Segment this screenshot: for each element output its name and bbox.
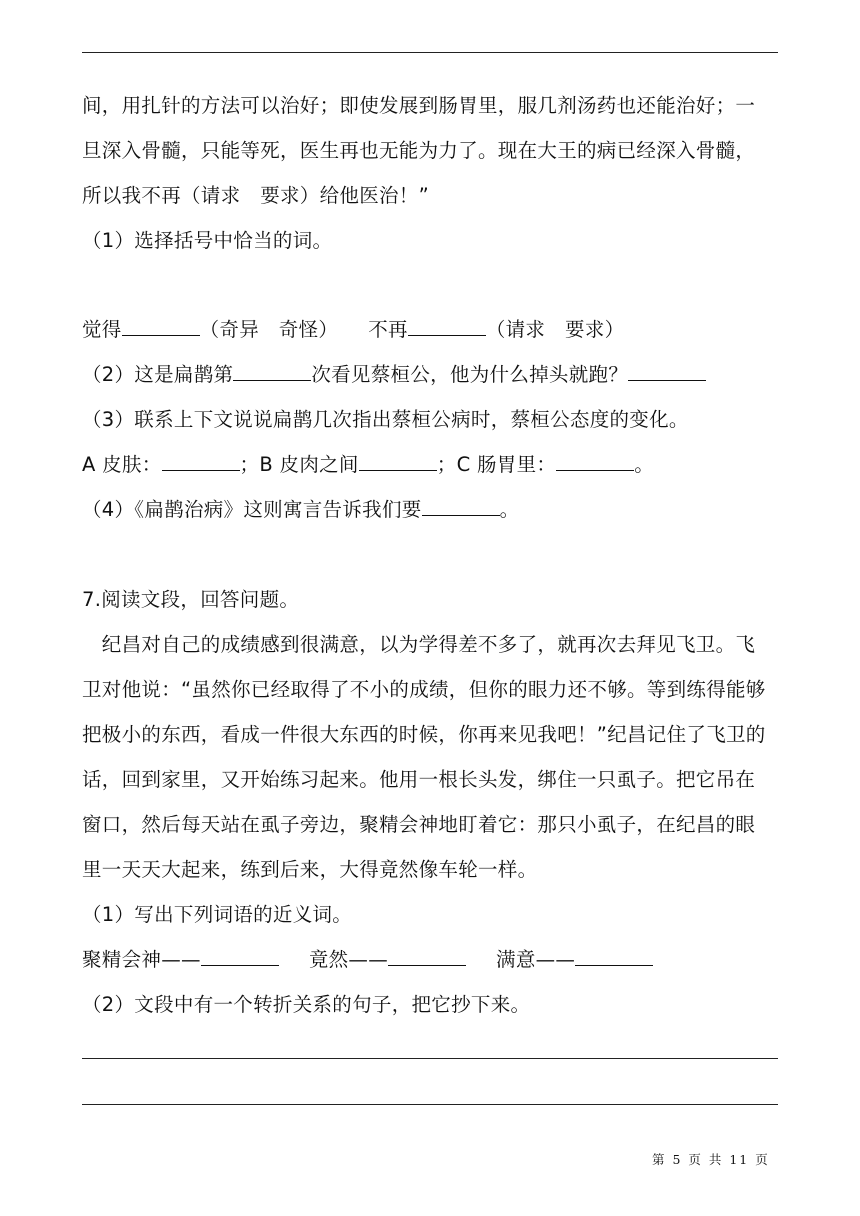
- passage-line: 纪昌对自己的成绩感到很满意，以为学得差不多了，就再次去拜见飞卫。飞: [82, 633, 756, 656]
- separator: ；: [239, 453, 260, 476]
- answer-blank[interactable]: [408, 317, 486, 336]
- question-text: （4）《扁鹊治病》这则寓言告诉我们要: [82, 498, 422, 521]
- passage-line: 话，回到家里，又开始练习起来。他用一根长头发，绑住一只虱子。把它吊在: [82, 768, 756, 791]
- q6-sub1: （1）选择括号中恰当的词。: [82, 229, 333, 252]
- answer-line[interactable]: [82, 1104, 778, 1105]
- question-text: 。: [499, 498, 520, 521]
- q6-sub2: [82, 361, 782, 389]
- word-label: 觉得: [82, 318, 122, 341]
- q6-sub3: （3）联系上下文说说扁鹊几次指出蔡桓公病时，蔡桓公态度的变化。: [82, 408, 689, 431]
- word-options: （请求 要求）: [485, 318, 625, 341]
- q7-sub1: （1）写出下列词语的近义词。: [82, 903, 353, 926]
- q6-sub4: [82, 496, 782, 524]
- answer-blank[interactable]: [388, 947, 466, 966]
- q6-sub3-answers: [82, 451, 782, 479]
- answer-blank[interactable]: [201, 947, 279, 966]
- word-label: 竟然——: [308, 948, 389, 971]
- passage-line: 窗口，然后每天站在虱子旁边，聚精会神地盯着它：那只小虱子，在纪昌的眼: [82, 813, 756, 836]
- header-rule: [82, 52, 778, 53]
- passage-line: 把极小的东西，看成一件很大东西的时候，你再来见我吧！”纪昌记住了飞卫的: [82, 723, 766, 746]
- q6-word-choice-row: [82, 316, 782, 344]
- answer-label: B 皮肉之间: [259, 453, 359, 476]
- passage-line: 间，用扎针的方法可以治好；即使发展到肠胃里，服几剂汤药也还能治好；一: [82, 94, 756, 117]
- answer-label: C 肠胃里：: [456, 453, 557, 476]
- answer-blank[interactable]: [359, 452, 437, 471]
- separator: 。: [634, 453, 654, 476]
- passage-line: 里一天天大起来，练到后来，大得竟然像车轮一样。: [82, 858, 538, 881]
- answer-blank[interactable]: [122, 317, 200, 336]
- separator: ；: [436, 453, 457, 476]
- word-label: 聚精会神——: [82, 948, 201, 971]
- answer-label: A 皮肤：: [82, 453, 162, 476]
- q7-synonym-row: [82, 946, 782, 974]
- question-text: 次看见蔡桓公，他为什么掉头就跑？: [311, 363, 629, 386]
- q7-title: 7.阅读文段，回答问题。: [82, 588, 300, 611]
- q7-sub2: （2）文段中有一个转折关系的句子，把它抄下来。: [82, 993, 531, 1016]
- answer-blank[interactable]: [556, 452, 634, 471]
- passage-line: 旦深入骨髓，只能等死，医生再也无能为力了。现在大王的病已经深入骨髓，: [82, 139, 756, 162]
- answer-blank[interactable]: [628, 362, 706, 381]
- question-text: （2）这是扁鹊第: [82, 363, 234, 386]
- answer-blank[interactable]: [422, 497, 500, 516]
- word-label: 满意——: [496, 948, 576, 971]
- answer-blank[interactable]: [233, 362, 311, 381]
- answer-blank[interactable]: [575, 947, 653, 966]
- passage-line: 所以我不再（请求 要求）给他医治！”: [82, 184, 430, 207]
- answer-blank[interactable]: [162, 452, 240, 471]
- word-options: （奇异 奇怪）: [199, 318, 339, 341]
- page-number: 第 5 页 共 11 页: [652, 1152, 770, 1167]
- answer-line[interactable]: [82, 1058, 778, 1059]
- passage-line: 卫对他说：“虽然你已经取得了不小的成绩，但你的眼力还不够。等到练得能够: [82, 678, 766, 701]
- word-label: 不再: [368, 318, 408, 341]
